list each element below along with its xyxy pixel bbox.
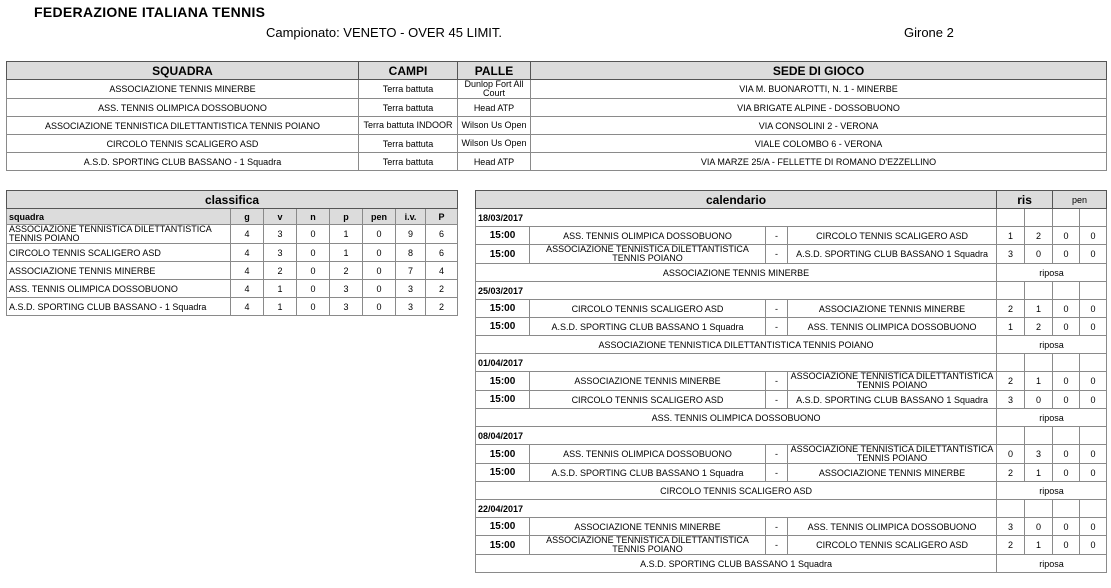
bye-row (476, 482, 1107, 500)
pen-home: 0 (1053, 536, 1080, 555)
pen-home: 0 (1053, 227, 1080, 245)
g-cell: 4 (231, 262, 264, 280)
empty-cell (1053, 500, 1080, 518)
riposa-label: riposa (997, 555, 1107, 573)
empty-cell (997, 427, 1025, 445)
iv-cell: 9 (396, 225, 426, 244)
ris-away: 0 (1025, 518, 1053, 536)
pen-away: 0 (1080, 318, 1107, 336)
n-cell: 0 (297, 244, 330, 262)
classifica-header-row (7, 209, 458, 225)
home-team: A.S.D. SPORTING CLUB BASSANO 1 Squadra (530, 318, 766, 336)
ris-home: 3 (997, 518, 1025, 536)
pen-home: 0 (1053, 445, 1080, 464)
empty-cell (1053, 427, 1080, 445)
away-team: A.S.D. SPORTING CLUB BASSANO 1 Squadra (788, 391, 997, 409)
header-pen: pen (363, 209, 396, 225)
pen-away: 0 (1080, 245, 1107, 264)
p-cell: 3 (330, 298, 363, 316)
home-team: ASSOCIAZIONE TENNIS MINERBE (530, 372, 766, 391)
giornata-date-row (476, 209, 1107, 227)
pen-home: 0 (1053, 372, 1080, 391)
home-team: ASS. TENNIS OLIMPICA DOSSOBUONO (530, 227, 766, 245)
ris-home: 3 (997, 245, 1025, 264)
empty-cell (1025, 354, 1053, 372)
punti-cell: 6 (426, 225, 458, 244)
match-time: 15:00 (476, 227, 530, 245)
empty-cell (1080, 427, 1107, 445)
empty-cell (1080, 209, 1107, 227)
v-cell: 2 (264, 262, 297, 280)
n-cell: 0 (297, 225, 330, 244)
g-cell: 4 (231, 244, 264, 262)
header-n: n (297, 209, 330, 225)
pen-home: 0 (1053, 245, 1080, 264)
match-row (476, 518, 1107, 536)
match-separator: - (766, 227, 788, 245)
p-cell: 1 (330, 244, 363, 262)
riposa-label: riposa (997, 409, 1107, 427)
ris-home: 2 (997, 536, 1025, 555)
home-team: ASSOCIAZIONE TENNISTICA DILETTANTISTICA TENNIS POIANO (530, 536, 766, 555)
iv-cell: 8 (396, 244, 426, 262)
campi-cell: Terra battuta (359, 80, 458, 99)
pen-cell: 0 (363, 225, 396, 244)
match-separator: - (766, 372, 788, 391)
match-row (476, 391, 1107, 409)
giornata-date-row (476, 427, 1107, 445)
calendario-title: calendario (476, 191, 997, 209)
ris-home: 2 (997, 372, 1025, 391)
header-v: v (264, 209, 297, 225)
p-cell: 3 (330, 280, 363, 298)
match-separator: - (766, 518, 788, 536)
home-team: ASS. TENNIS OLIMPICA DOSSOBUONO (530, 445, 766, 464)
home-team: ASSOCIAZIONE TENNIS MINERBE (530, 518, 766, 536)
n-cell: 0 (297, 262, 330, 280)
ris-header: ris (997, 191, 1053, 209)
match-time: 15:00 (476, 536, 530, 555)
empty-cell (1080, 282, 1107, 300)
pen-home: 0 (1053, 318, 1080, 336)
palle-cell: Head ATP (458, 99, 531, 117)
empty-cell (1025, 282, 1053, 300)
squadra-cell: ASSOCIAZIONE TENNISTICA DILETTANTISTICA TENNIS POIANO (7, 225, 231, 244)
v-cell: 1 (264, 280, 297, 298)
bye-row (476, 336, 1107, 354)
pen-away: 0 (1080, 464, 1107, 482)
riposa-label: riposa (997, 264, 1107, 282)
pen-away: 0 (1080, 372, 1107, 391)
header-sede: SEDE DI GIOCO (531, 62, 1107, 80)
match-separator: - (766, 464, 788, 482)
punti-cell: 2 (426, 298, 458, 316)
empty-cell (1053, 282, 1080, 300)
match-time: 15:00 (476, 318, 530, 336)
empty-cell (997, 209, 1025, 227)
empty-cell (1080, 500, 1107, 518)
bye-team: ASSOCIAZIONE TENNISTICA DILETTANTISTICA TENNIS POIANO (476, 336, 997, 354)
ris-away: 1 (1025, 300, 1053, 318)
match-row (476, 372, 1107, 391)
ris-away: 1 (1025, 536, 1053, 555)
classifica-title: classifica (7, 191, 458, 209)
pen-away: 0 (1080, 300, 1107, 318)
empty-cell (997, 500, 1025, 518)
empty-cell (1053, 354, 1080, 372)
away-team: CIRCOLO TENNIS SCALIGERO ASD (788, 536, 997, 555)
pen-home: 0 (1053, 391, 1080, 409)
home-team: CIRCOLO TENNIS SCALIGERO ASD (530, 300, 766, 318)
bye-row (476, 264, 1107, 282)
table-row (7, 117, 1107, 135)
sede-cell: VIA MARZE 25/A - FELLETTE DI ROMANO D'EZZELLINO (531, 153, 1107, 171)
pen-cell: 0 (363, 298, 396, 316)
header-squadra: squadra (7, 209, 231, 225)
away-team: ASSOCIAZIONE TENNISTICA DILETTANTISTICA TENNIS POIANO (788, 445, 997, 464)
g-cell: 4 (231, 280, 264, 298)
ris-home: 2 (997, 300, 1025, 318)
away-team: ASS. TENNIS OLIMPICA DOSSOBUONO (788, 318, 997, 336)
campi-cell: Terra battuta (359, 135, 458, 153)
iv-cell: 3 (396, 298, 426, 316)
campi-cell: Terra battuta (359, 153, 458, 171)
match-row (476, 445, 1107, 464)
header-campi: CAMPI (359, 62, 458, 80)
bye-team: ASS. TENNIS OLIMPICA DOSSOBUONO (476, 409, 997, 427)
pen-home: 0 (1053, 300, 1080, 318)
ris-away: 0 (1025, 391, 1053, 409)
ris-away: 0 (1025, 245, 1053, 264)
pen-cell: 0 (363, 262, 396, 280)
match-separator: - (766, 318, 788, 336)
palle-cell: Wilson Us Open (458, 117, 531, 135)
table-row (7, 135, 1107, 153)
match-time: 15:00 (476, 372, 530, 391)
calendario-header-row (476, 191, 1107, 209)
page-title: FEDERAZIONE ITALIANA TENNIS (34, 4, 266, 20)
match-row (476, 245, 1107, 264)
ris-home: 3 (997, 391, 1025, 409)
riposa-label: riposa (997, 482, 1107, 500)
pen-away: 0 (1080, 445, 1107, 464)
ris-home: 1 (997, 227, 1025, 245)
match-row (476, 464, 1107, 482)
p-cell: 1 (330, 225, 363, 244)
away-team: ASSOCIAZIONE TENNIS MINERBE (788, 464, 997, 482)
ris-home: 1 (997, 318, 1025, 336)
pen-header: pen (1053, 191, 1107, 209)
campionato-label: Campionato: VENETO - OVER 45 LIMIT. (265, 25, 502, 40)
away-team: ASSOCIAZIONE TENNIS MINERBE (788, 300, 997, 318)
squadra-cell: ASS. TENNIS OLIMPICA DOSSOBUONO (7, 280, 231, 298)
riposa-label: riposa (997, 336, 1107, 354)
giornata-date: 01/04/2017 (476, 354, 997, 372)
empty-cell (1025, 500, 1053, 518)
match-separator: - (766, 445, 788, 464)
g-cell: 4 (231, 298, 264, 316)
ris-away: 2 (1025, 227, 1053, 245)
pen-away: 0 (1080, 536, 1107, 555)
match-time: 15:00 (476, 391, 530, 409)
match-separator: - (766, 300, 788, 318)
iv-cell: 7 (396, 262, 426, 280)
empty-cell (1053, 209, 1080, 227)
giornata-date: 22/04/2017 (476, 500, 997, 518)
v-cell: 1 (264, 298, 297, 316)
away-team: ASS. TENNIS OLIMPICA DOSSOBUONO (788, 518, 997, 536)
match-time: 15:00 (476, 464, 530, 482)
v-cell: 3 (264, 244, 297, 262)
squadre-header-row (7, 62, 1107, 80)
empty-cell (1025, 209, 1053, 227)
calendario-table (475, 190, 1107, 573)
empty-cell (997, 354, 1025, 372)
squadra-cell: ASSOCIAZIONE TENNIS MINERBE (7, 262, 231, 280)
table-row (7, 262, 458, 280)
bye-team: ASSOCIAZIONE TENNIS MINERBE (476, 264, 997, 282)
header-p: p (330, 209, 363, 225)
v-cell: 3 (264, 225, 297, 244)
n-cell: 0 (297, 298, 330, 316)
giornata-date: 18/03/2017 (476, 209, 997, 227)
table-row (7, 280, 458, 298)
ris-away: 1 (1025, 464, 1053, 482)
g-cell: 4 (231, 225, 264, 244)
punti-cell: 4 (426, 262, 458, 280)
giornata-date: 08/04/2017 (476, 427, 997, 445)
match-row (476, 227, 1107, 245)
match-separator: - (766, 536, 788, 555)
pen-cell: 0 (363, 244, 396, 262)
squadra-cell: CIRCOLO TENNIS SCALIGERO ASD (7, 244, 231, 262)
ris-home: 2 (997, 464, 1025, 482)
girone-label: Girone 2 (904, 25, 954, 40)
iv-cell: 3 (396, 280, 426, 298)
match-time: 15:00 (476, 518, 530, 536)
match-row (476, 300, 1107, 318)
match-separator: - (766, 245, 788, 264)
palle-cell: Head ATP (458, 153, 531, 171)
punti-cell: 6 (426, 244, 458, 262)
ris-home: 0 (997, 445, 1025, 464)
bye-team: CIRCOLO TENNIS SCALIGERO ASD (476, 482, 997, 500)
table-row (7, 298, 458, 316)
bye-row (476, 409, 1107, 427)
punti-cell: 2 (426, 280, 458, 298)
bye-row (476, 555, 1107, 573)
pen-away: 0 (1080, 391, 1107, 409)
match-time: 15:00 (476, 245, 530, 264)
squadra-cell: A.S.D. SPORTING CLUB BASSANO - 1 Squadra (7, 298, 231, 316)
sede-cell: VIA BRIGATE ALPINE - DOSSOBUONO (531, 99, 1107, 117)
match-time: 15:00 (476, 445, 530, 464)
p-cell: 2 (330, 262, 363, 280)
table-row (7, 80, 1107, 99)
away-team: ASSOCIAZIONE TENNISTICA DILETTANTISTICA TENNIS POIANO (788, 372, 997, 391)
table-row (7, 225, 458, 244)
squadra-cell: ASS. TENNIS OLIMPICA DOSSOBUONO (7, 99, 359, 117)
away-team: A.S.D. SPORTING CLUB BASSANO 1 Squadra (788, 245, 997, 264)
palle-cell: Wilson Us Open (458, 135, 531, 153)
pen-away: 0 (1080, 518, 1107, 536)
match-row (476, 536, 1107, 555)
giornata-date-row (476, 500, 1107, 518)
sede-cell: VIALE COLOMBO 6 - VERONA (531, 135, 1107, 153)
squadra-cell: CIRCOLO TENNIS SCALIGERO ASD (7, 135, 359, 153)
header-g: g (231, 209, 264, 225)
home-team: A.S.D. SPORTING CLUB BASSANO 1 Squadra (530, 464, 766, 482)
palle-cell: Dunlop Fort All Court (458, 80, 531, 99)
match-time: 15:00 (476, 300, 530, 318)
table-row (7, 244, 458, 262)
giornata-date-row (476, 282, 1107, 300)
match-separator: - (766, 391, 788, 409)
header-punti: P (426, 209, 458, 225)
pen-cell: 0 (363, 280, 396, 298)
pen-home: 0 (1053, 518, 1080, 536)
sede-cell: VIA CONSOLINI 2 - VERONA (531, 117, 1107, 135)
campi-cell: Terra battuta (359, 99, 458, 117)
ris-away: 3 (1025, 445, 1053, 464)
classifica-table (6, 190, 458, 316)
empty-cell (1080, 354, 1107, 372)
pen-home: 0 (1053, 464, 1080, 482)
header-palle: PALLE (458, 62, 531, 80)
home-team: CIRCOLO TENNIS SCALIGERO ASD (530, 391, 766, 409)
squadre-table (6, 61, 1107, 171)
empty-cell (1025, 427, 1053, 445)
n-cell: 0 (297, 280, 330, 298)
away-team: CIRCOLO TENNIS SCALIGERO ASD (788, 227, 997, 245)
home-team: ASSOCIAZIONE TENNISTICA DILETTANTISTICA TENNIS POIANO (530, 245, 766, 264)
empty-cell (997, 282, 1025, 300)
squadra-cell: ASSOCIAZIONE TENNIS MINERBE (7, 80, 359, 99)
ris-away: 2 (1025, 318, 1053, 336)
header-squadra: SQUADRA (7, 62, 359, 80)
giornata-date-row (476, 354, 1107, 372)
pen-away: 0 (1080, 227, 1107, 245)
squadra-cell: A.S.D. SPORTING CLUB BASSANO - 1 Squadra (7, 153, 359, 171)
ris-away: 1 (1025, 372, 1053, 391)
table-row (7, 153, 1107, 171)
bye-team: A.S.D. SPORTING CLUB BASSANO 1 Squadra (476, 555, 997, 573)
match-row (476, 318, 1107, 336)
giornata-date: 25/03/2017 (476, 282, 997, 300)
campi-cell: Terra battuta INDOOR (359, 117, 458, 135)
sede-cell: VIA M. BUONAROTTI, N. 1 - MINERBE (531, 80, 1107, 99)
header-iv: i.v. (396, 209, 426, 225)
table-row (7, 99, 1107, 117)
squadra-cell: ASSOCIAZIONE TENNISTICA DILETTANTISTICA TENNIS POIANO (7, 117, 359, 135)
